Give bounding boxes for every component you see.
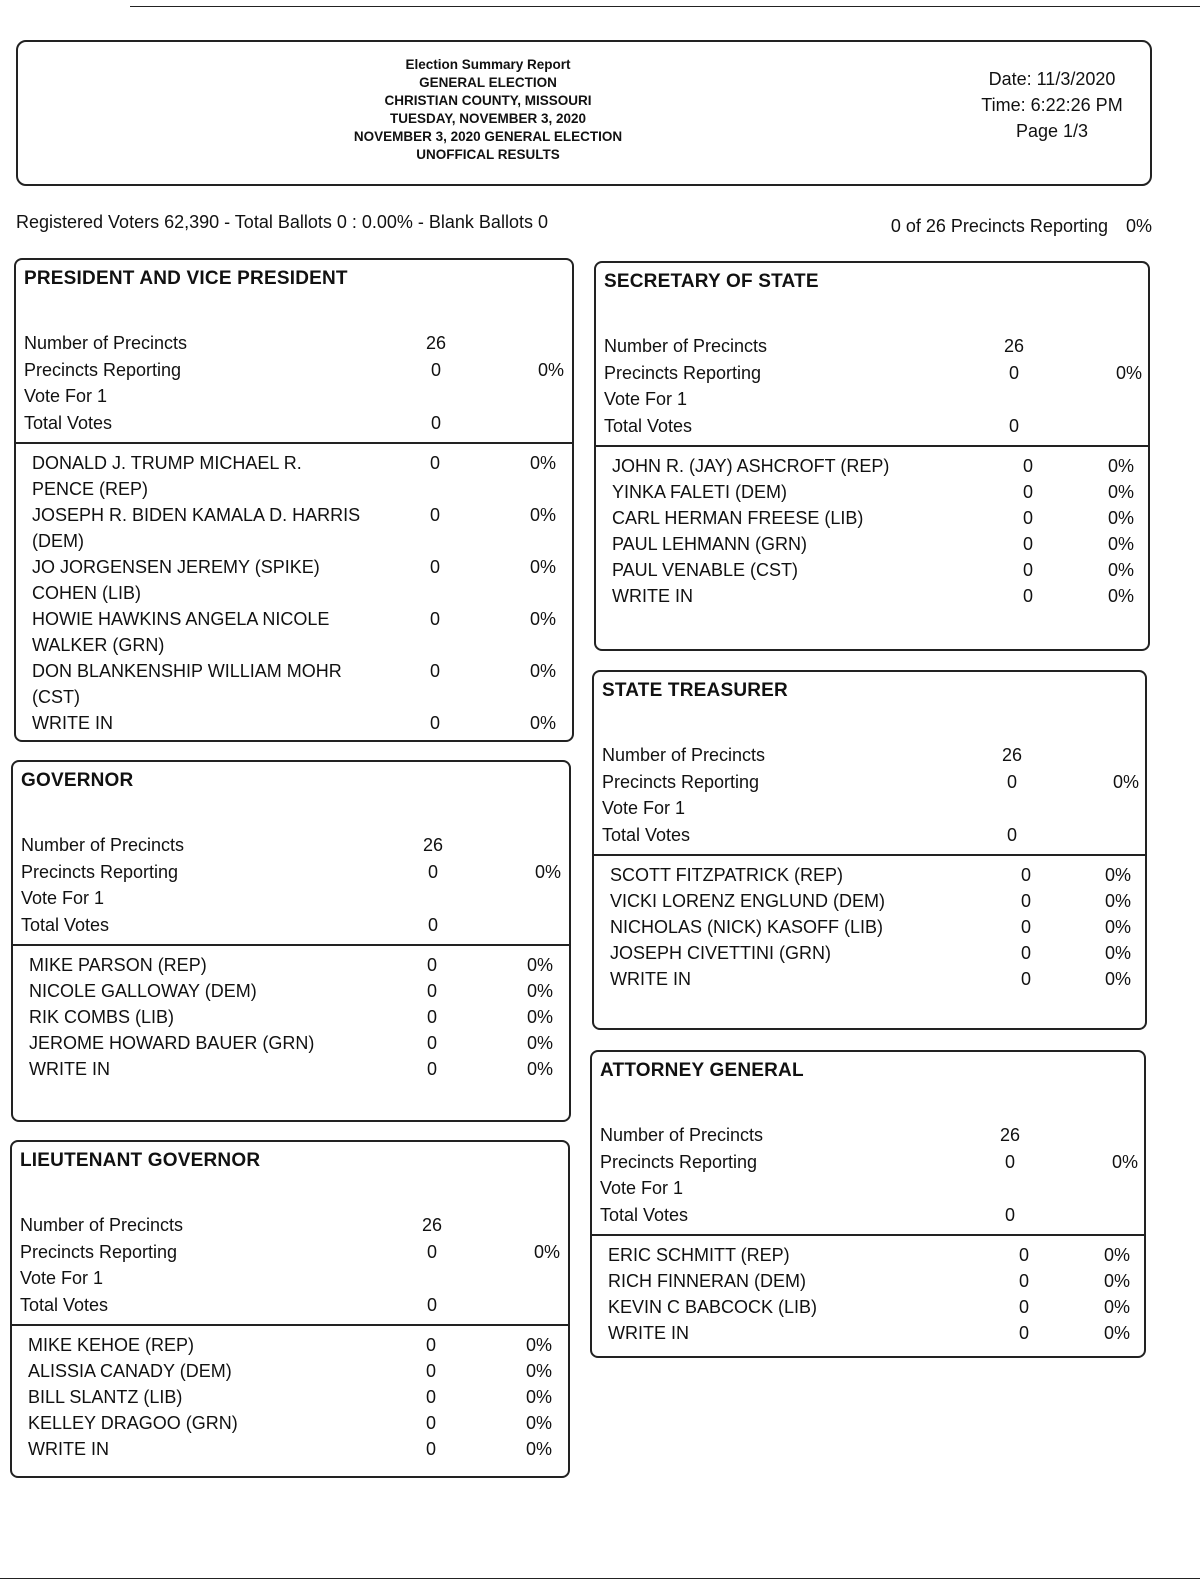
precincts-reporting-text: 0 of 26 Precincts Reporting — [890, 216, 1108, 236]
candidate-votes: 0 — [1020, 891, 1031, 911]
candidate-percent: 0% — [525, 1439, 552, 1459]
report-meta — [962, 66, 1142, 144]
election-type: GENERAL ELECTION — [419, 75, 557, 90]
race-title: PRESIDENT AND VICE PRESIDENT — [24, 268, 348, 289]
candidate-votes: 0 — [1018, 1271, 1029, 1291]
candidate-row — [32, 710, 572, 736]
candidate-row — [32, 502, 572, 554]
race-title: LIEUTENANT GOVERNOR — [20, 1150, 261, 1171]
precincts-reporting-percent: 0% — [1125, 216, 1152, 236]
candidate-name: DONALD J. TRUMP MICHAEL R. PENCE (REP) — [32, 453, 302, 499]
candidate-votes: 0 — [1020, 969, 1031, 989]
election-day: TUESDAY, NOVEMBER 3, 2020 — [389, 111, 587, 126]
candidate-row — [608, 1242, 1144, 1268]
candidate-row — [29, 1004, 569, 1030]
candidate-name: WRITE IN — [608, 1323, 689, 1343]
precincts-reporting-label: Precincts Reporting — [600, 1151, 758, 1172]
report-header — [16, 40, 1152, 186]
total-votes-value: 0 — [1006, 824, 1017, 845]
candidate-percent: 0% — [1104, 865, 1131, 885]
number-of-precincts-label: Number of Precincts — [600, 1125, 764, 1145]
candidate-votes: 0 — [426, 1059, 437, 1079]
county-name: CHRISTIAN COUNTY, MISSOURI — [384, 93, 592, 108]
candidate-percent: 0% — [526, 955, 553, 975]
candidate-percent: 0% — [1104, 969, 1131, 989]
candidate-row — [28, 1332, 568, 1358]
candidate-votes: 0 — [429, 661, 440, 681]
candidate-percent: 0% — [525, 1361, 552, 1381]
candidate-percent: 0% — [1107, 482, 1134, 502]
candidate-name: WRITE IN — [29, 1059, 110, 1079]
number-of-precincts-value: 26 — [999, 1125, 1021, 1145]
candidate-name: MIKE PARSON (REP) — [29, 955, 207, 975]
precincts-reporting-row — [21, 859, 569, 886]
candidate-percent: 0% — [525, 1387, 552, 1407]
race-title: SECRETARY OF STATE — [604, 271, 819, 292]
candidate-percent: 0% — [1107, 586, 1134, 606]
candidate-percent: 0% — [1104, 943, 1131, 963]
number-of-precincts-row — [604, 333, 1148, 360]
candidate-votes: 0 — [1018, 1297, 1029, 1317]
candidate-name: NICOLE GALLOWAY (DEM) — [29, 981, 257, 1001]
candidate-percent: 0% — [526, 1059, 553, 1079]
candidate-name: BILL SLANTZ (LIB) — [28, 1387, 183, 1407]
candidate-name: DON BLANKENSHIP WILLIAM MOHR (CST) — [32, 661, 342, 707]
total-votes-value: 0 — [427, 914, 438, 935]
race-box — [592, 670, 1147, 1030]
number-of-precincts-label: Number of Precincts — [24, 333, 188, 353]
candidate-votes: 0 — [426, 1033, 437, 1053]
page-number: Page 1/3 — [1015, 121, 1089, 141]
candidate-row — [608, 1268, 1144, 1294]
candidate-percent: 0% — [525, 1413, 552, 1433]
vote-for-row — [20, 1265, 568, 1292]
precincts-reporting-label: Precincts Reporting — [604, 362, 762, 383]
election-name: NOVEMBER 3, 2020 GENERAL ELECTION — [353, 129, 623, 144]
vote-for-row — [604, 386, 1148, 413]
race-divider — [13, 944, 569, 946]
candidate-name: WRITE IN — [610, 969, 691, 989]
number-of-precincts-row — [21, 832, 569, 859]
candidate-percent: 0% — [1103, 1297, 1130, 1317]
candidate-row — [32, 554, 572, 606]
total-votes-value: 0 — [426, 1294, 437, 1315]
candidate-row — [612, 505, 1148, 531]
candidate-percent: 0% — [529, 505, 556, 525]
candidate-votes: 0 — [1022, 482, 1033, 502]
precincts-reporting-row — [600, 1149, 1144, 1176]
precincts-reporting-percent: 0% — [1112, 771, 1139, 792]
candidate-percent: 0% — [526, 1007, 553, 1027]
race-stats — [600, 1122, 1144, 1228]
candidate-name: WRITE IN — [28, 1439, 109, 1459]
precincts-reporting-label: Precincts Reporting — [20, 1241, 178, 1262]
total-votes-label: Total Votes — [21, 914, 110, 935]
total-votes-row — [20, 1292, 568, 1319]
race-title: STATE TREASURER — [602, 680, 788, 701]
race-divider — [12, 1324, 568, 1326]
candidate-list — [28, 1332, 568, 1462]
total-votes-value: 0 — [1004, 1204, 1015, 1225]
race-divider — [596, 445, 1148, 447]
number-of-precincts-label: Number of Precincts — [604, 336, 768, 356]
candidate-percent: 0% — [529, 557, 556, 577]
precincts-reporting-percent: 0% — [533, 1241, 560, 1262]
candidate-percent: 0% — [525, 1335, 552, 1355]
precincts-reporting-percent: 0% — [534, 861, 561, 882]
vote-for-label: Vote For 1 — [20, 1268, 104, 1288]
candidate-percent: 0% — [526, 981, 553, 1001]
candidate-name: JO JORGENSEN JEREMY (SPIKE) COHEN (LIB) — [32, 557, 320, 603]
candidate-row — [28, 1358, 568, 1384]
candidate-list — [29, 952, 569, 1082]
race-box — [10, 1140, 570, 1478]
candidate-name: PAUL LEHMANN (GRN) — [612, 534, 808, 554]
candidate-percent: 0% — [1103, 1323, 1130, 1343]
candidate-row — [612, 531, 1148, 557]
precincts-reporting-percent: 0% — [1115, 362, 1142, 383]
candidate-row — [28, 1436, 568, 1462]
candidate-name: KELLEY DRAGOO (GRN) — [28, 1413, 238, 1433]
precincts-reporting-label: Precincts Reporting — [21, 861, 179, 882]
candidate-votes: 0 — [1018, 1245, 1029, 1265]
candidate-votes: 0 — [1022, 560, 1033, 580]
candidate-row — [32, 606, 572, 658]
number-of-precincts-label: Number of Precincts — [21, 835, 185, 855]
candidate-percent: 0% — [529, 713, 556, 733]
candidate-votes: 0 — [425, 1413, 436, 1433]
candidate-votes: 0 — [425, 1439, 436, 1459]
candidate-votes: 0 — [1018, 1323, 1029, 1343]
candidate-row — [610, 888, 1145, 914]
candidate-name: ERIC SCHMITT (REP) — [608, 1245, 790, 1265]
total-votes-row — [600, 1202, 1144, 1229]
candidate-name: JOHN R. (JAY) ASHCROFT (REP) — [612, 456, 890, 476]
precincts-reporting-value: 0 — [427, 861, 438, 882]
candidate-row — [610, 966, 1145, 992]
candidate-name: YINKA FALETI (DEM) — [612, 482, 788, 502]
candidate-row — [612, 583, 1148, 609]
candidate-row — [32, 450, 572, 502]
total-votes-label: Total Votes — [602, 824, 691, 845]
candidate-votes: 0 — [425, 1361, 436, 1381]
number-of-precincts-value: 26 — [421, 1215, 443, 1235]
race-box — [14, 258, 574, 742]
candidate-name: WRITE IN — [32, 713, 113, 733]
candidate-percent: 0% — [1104, 891, 1131, 911]
precincts-reporting-percent: 0% — [1111, 1151, 1138, 1172]
candidate-votes: 0 — [425, 1335, 436, 1355]
candidate-row — [28, 1384, 568, 1410]
candidate-row — [612, 453, 1148, 479]
number-of-precincts-value: 26 — [422, 835, 444, 855]
race-divider — [16, 442, 572, 444]
candidate-votes: 0 — [425, 1387, 436, 1407]
number-of-precincts-row — [20, 1212, 568, 1239]
candidate-percent: 0% — [1103, 1271, 1130, 1291]
number-of-precincts-label: Number of Precincts — [602, 745, 766, 765]
candidate-votes: 0 — [426, 955, 437, 975]
candidate-votes: 0 — [1020, 917, 1031, 937]
race-box — [11, 760, 571, 1122]
candidate-row — [610, 914, 1145, 940]
candidate-votes: 0 — [426, 981, 437, 1001]
candidate-percent: 0% — [1103, 1245, 1130, 1265]
precincts-reporting-value: 0 — [1006, 771, 1017, 792]
candidate-votes: 0 — [1022, 456, 1033, 476]
total-votes-value: 0 — [1008, 415, 1019, 436]
number-of-precincts-row — [24, 330, 572, 357]
vote-for-label: Vote For 1 — [21, 888, 105, 908]
race-title: GOVERNOR — [21, 770, 134, 791]
candidate-name: MIKE KEHOE (REP) — [28, 1335, 195, 1355]
vote-for-row — [600, 1175, 1144, 1202]
race-box — [590, 1050, 1146, 1358]
total-votes-label: Total Votes — [20, 1294, 109, 1315]
precincts-reporting-value: 0 — [1004, 1151, 1015, 1172]
total-votes-row — [604, 413, 1148, 440]
number-of-precincts-value: 26 — [1001, 745, 1023, 765]
report-time: Time: 6:22:26 PM — [981, 95, 1123, 115]
report-date: Date: 11/3/2020 — [988, 69, 1116, 89]
precincts-reporting-label: Precincts Reporting — [602, 771, 760, 792]
candidate-percent: 0% — [1107, 560, 1134, 580]
precincts-reporting-row — [604, 360, 1148, 387]
candidate-row — [612, 479, 1148, 505]
race-stats — [21, 832, 569, 938]
vote-for-label: Vote For 1 — [602, 798, 686, 818]
precincts-reporting-percent: 0% — [537, 359, 564, 380]
candidate-row — [29, 1056, 569, 1082]
candidate-name: WRITE IN — [612, 586, 693, 606]
candidate-votes: 0 — [426, 1007, 437, 1027]
number-of-precincts-row — [600, 1122, 1144, 1149]
precincts-reporting-value: 0 — [1008, 362, 1019, 383]
candidate-list — [32, 450, 572, 736]
race-divider — [594, 854, 1145, 856]
candidate-row — [29, 978, 569, 1004]
precinct-summary — [873, 216, 1152, 237]
candidate-percent: 0% — [529, 661, 556, 681]
report-title-block — [318, 56, 658, 164]
race-title: ATTORNEY GENERAL — [600, 1060, 804, 1081]
number-of-precincts-value: 26 — [425, 333, 447, 353]
vote-for-row — [24, 383, 572, 410]
candidate-percent: 0% — [526, 1033, 553, 1053]
candidate-name: SCOTT FITZPATRICK (REP) — [610, 865, 843, 885]
candidate-name: JOSEPH R. BIDEN KAMALA D. HARRIS (DEM) — [32, 505, 361, 551]
candidate-percent: 0% — [1107, 508, 1134, 528]
candidate-row — [29, 1030, 569, 1056]
candidate-row — [28, 1410, 568, 1436]
race-stats — [602, 742, 1145, 848]
total-votes-row — [24, 410, 572, 437]
page-bottom-rule — [0, 1578, 1200, 1579]
vote-for-row — [21, 885, 569, 912]
number-of-precincts-row — [602, 742, 1145, 769]
candidate-votes: 0 — [1020, 943, 1031, 963]
race-stats — [604, 333, 1148, 439]
candidate-percent: 0% — [1107, 534, 1134, 554]
candidate-row — [608, 1294, 1144, 1320]
total-votes-row — [602, 822, 1145, 849]
precincts-reporting-row — [602, 769, 1145, 796]
number-of-precincts-label: Number of Precincts — [20, 1215, 184, 1235]
ballot-summary: Registered Voters 62,390 - Total Ballots 0 : 0.00% - Blank Ballots 0 — [16, 212, 548, 232]
candidate-votes: 0 — [429, 505, 440, 525]
candidate-votes: 0 — [1022, 508, 1033, 528]
candidate-name: RICH FINNERAN (DEM) — [608, 1271, 806, 1291]
candidate-votes: 0 — [429, 713, 440, 733]
precincts-reporting-value: 0 — [426, 1241, 437, 1262]
candidate-name: HOWIE HAWKINS ANGELA NICOLE WALKER (GRN) — [32, 609, 330, 655]
candidate-row — [610, 862, 1145, 888]
vote-for-label: Vote For 1 — [24, 386, 108, 406]
candidate-name: PAUL VENABLE (CST) — [612, 560, 799, 580]
results-status: UNOFFICAL RESULTS — [416, 147, 560, 162]
candidate-votes: 0 — [429, 557, 440, 577]
candidate-votes: 0 — [1022, 586, 1033, 606]
total-votes-label: Total Votes — [600, 1204, 689, 1225]
race-stats — [20, 1212, 568, 1318]
report-title: Election Summary Report — [405, 57, 571, 72]
total-votes-value: 0 — [430, 412, 441, 433]
candidate-list — [612, 453, 1148, 609]
candidate-name: KEVIN C BABCOCK (LIB) — [608, 1297, 818, 1317]
candidate-name: RIK COMBS (LIB) — [29, 1007, 175, 1027]
precincts-reporting-value: 0 — [430, 359, 441, 380]
vote-for-label: Vote For 1 — [604, 389, 688, 409]
candidate-percent: 0% — [529, 609, 556, 629]
race-box — [594, 261, 1150, 651]
total-votes-row — [21, 912, 569, 939]
precincts-reporting-label: Precincts Reporting — [24, 359, 182, 380]
candidate-name: VICKI LORENZ ENGLUND (DEM) — [610, 891, 886, 911]
candidate-percent: 0% — [1107, 456, 1134, 476]
candidate-row — [610, 940, 1145, 966]
vote-for-label: Vote For 1 — [600, 1178, 684, 1198]
candidate-percent: 0% — [1104, 917, 1131, 937]
candidate-row — [608, 1320, 1144, 1346]
candidate-name: ALISSIA CANADY (DEM) — [28, 1361, 232, 1381]
candidate-row — [32, 658, 572, 710]
candidate-votes: 0 — [429, 453, 440, 473]
candidate-name: JEROME HOWARD BAUER (GRN) — [29, 1033, 315, 1053]
race-divider — [592, 1234, 1144, 1236]
total-votes-label: Total Votes — [24, 412, 113, 433]
vote-for-row — [602, 795, 1145, 822]
candidate-name: JOSEPH CIVETTINI (GRN) — [610, 943, 832, 963]
candidate-percent: 0% — [529, 453, 556, 473]
candidate-row — [612, 557, 1148, 583]
candidate-name: CARL HERMAN FREESE (LIB) — [612, 508, 864, 528]
page-top-rule — [130, 6, 1200, 7]
race-stats — [24, 330, 572, 436]
candidate-row — [29, 952, 569, 978]
candidate-list — [610, 862, 1145, 992]
precincts-reporting-row — [20, 1239, 568, 1266]
number-of-precincts-value: 26 — [1003, 336, 1025, 356]
candidate-name: NICHOLAS (NICK) KASOFF (LIB) — [610, 917, 884, 937]
total-votes-label: Total Votes — [604, 415, 693, 436]
precincts-reporting-row — [24, 357, 572, 384]
candidate-list — [608, 1242, 1144, 1346]
candidate-votes: 0 — [1020, 865, 1031, 885]
candidate-votes: 0 — [1022, 534, 1033, 554]
candidate-votes: 0 — [429, 609, 440, 629]
